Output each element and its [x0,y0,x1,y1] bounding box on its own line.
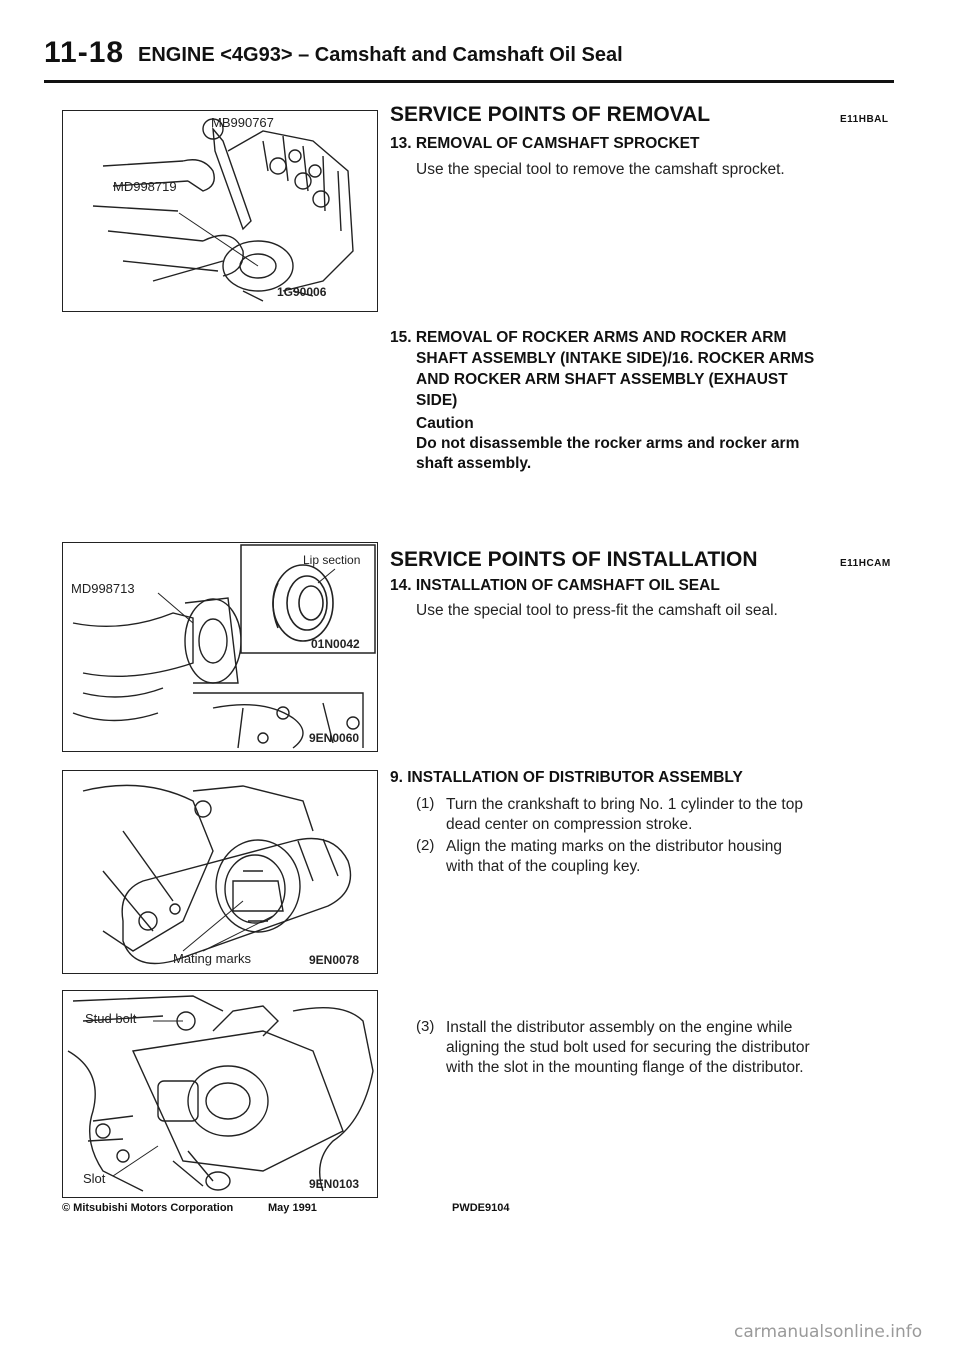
item-15-title-line: SIDE) [416,392,458,409]
page-number: 11-18 [44,36,125,69]
item-13-text: Use the special tool to remove the camshaft sprocket. [416,161,785,178]
caution-text [416,434,799,474]
section-heading-removal: SERVICE POINTS OF REMOVAL [390,103,711,126]
footer-doc-code: PWDE9104 [452,1202,510,1214]
footer-copyright: © Mitsubishi Motors Corporation [62,1202,234,1214]
step-1-number: (1) [416,795,435,812]
item-14-text: Use the special tool to press-fit the camshaft oil seal. [416,602,778,619]
step-2-text-line: with that of the coupling key. [446,858,641,875]
item-15-title-line: SHAFT ASSEMBLY (INTAKE SIDE)/16. ROCKER ARMS [416,350,815,367]
caution-text-line: shaft assembly. [416,455,532,472]
item-14-title: 14. INSTALLATION OF CAMSHAFT OIL SEAL [390,577,720,594]
section-code-installation: E11HCAM [840,558,891,569]
figure-2-label-lip-section: Lip section [303,553,361,567]
step-2-number: (2) [416,837,435,854]
step-3-number: (3) [416,1018,435,1035]
figure-1-drawing [63,111,377,311]
figure-1-code: 1G90006 [277,285,327,299]
item-13-title: 13. REMOVAL OF CAMSHAFT SPROCKET [390,135,700,152]
caution-text-line: Do not disassemble the rocker arms and rocker arm [416,435,800,452]
header-rule [44,80,894,83]
figure-camshaft-sprocket-removal [62,110,378,312]
step-3-text-line: with the slot in the mounting flange of the distributor. [446,1059,804,1076]
figure-2-code: 9EN0060 [309,731,360,745]
figure-1-label-mb990767: MB990767 [211,115,274,130]
step-3-text-line: Install the distributor assembly on the engine while [446,1019,793,1036]
step-2-text [446,837,782,877]
step-3-text-line: aligning the stud bolt used for securing the distributor [446,1039,810,1056]
figure-distributor-stud-bolt-slot [62,990,378,1198]
figure-4-label-slot: Slot [83,1171,106,1186]
item-15-title-line: 15. REMOVAL OF ROCKER ARMS AND ROCKER ARM [390,329,787,346]
step-1-text-line: Turn the crankshaft to bring No. 1 cylinder to the top [446,796,803,813]
item-15-title [390,327,900,411]
figure-2-inset-code: 01N0042 [311,637,360,651]
footer-date: May 1991 [268,1202,317,1214]
step-2-text-line: Align the mating marks on the distributor housing [446,838,783,855]
figure-3-label-mating-marks: Mating marks [173,951,252,966]
figure-2-label-md998713: MD998713 [71,581,135,596]
section-heading-installation: SERVICE POINTS OF INSTALLATION [390,548,758,571]
watermark: carmanualsonline.info [734,1322,923,1342]
figure-1-label-md998719: MD998719 [113,179,177,194]
step-1-text [446,795,803,835]
step-3-text [446,1018,810,1078]
step-1-text-line: dead center on compression stroke. [446,816,693,833]
figure-3-drawing [63,771,377,973]
page-title: ENGINE <4G93> – Camshaft and Camshaft Oil Seal [138,44,623,66]
caution-label: Caution [416,415,474,432]
item-9-title: 9. INSTALLATION OF DISTRIBUTOR ASSEMBLY [390,769,743,786]
figure-4-label-stud-bolt: Stud bolt [85,1011,137,1026]
figure-distributor-mating-marks [62,770,378,974]
item-15-title-line: AND ROCKER ARM SHAFT ASSEMBLY (EXHAUST [416,371,788,388]
figure-oil-seal-installation [62,542,378,752]
figure-4-code: 9EN0103 [309,1177,360,1191]
figure-3-code: 9EN0078 [309,953,360,967]
section-code-removal: E11HBAL [840,114,889,125]
